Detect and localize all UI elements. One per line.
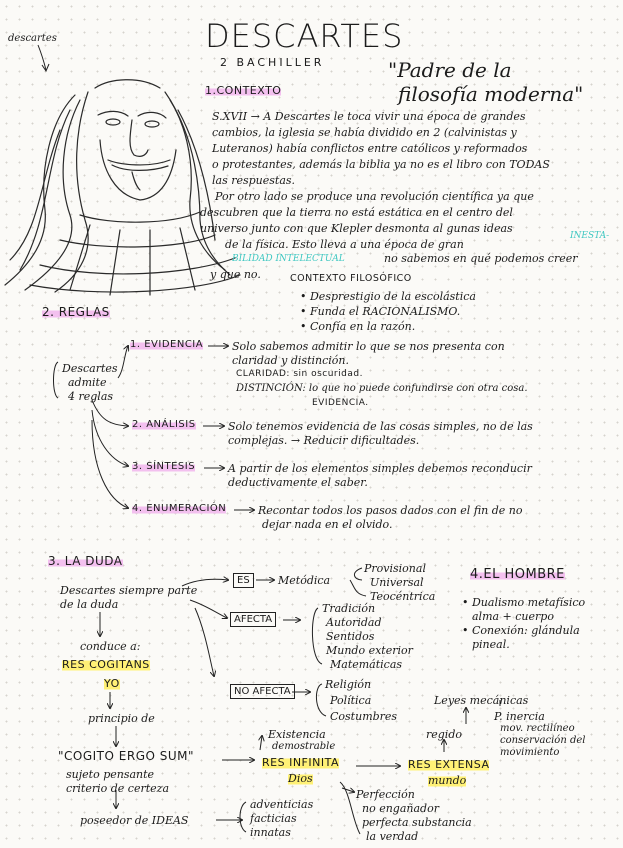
res-cogitans: RES COGITANS (62, 658, 150, 671)
conduce: conduce a: (80, 640, 141, 653)
cogito: "COGITO ERGO SUM" (58, 749, 195, 763)
inestabilidad-2: BILIDAD INTELECTUAL (232, 254, 345, 264)
contexto-line: descubren que la tierra no está estática en el centro del (200, 206, 513, 219)
no-afecta-box: NO AFECTA (230, 684, 295, 699)
metodica: Metódica (278, 574, 331, 587)
dios-item: perfecta substancia (362, 816, 472, 829)
page-title: DESCARTES (205, 17, 404, 55)
dios-item: la verdad (366, 830, 419, 843)
afecta-box: AFECTA (230, 612, 276, 627)
regla-1-line: DISTINCIÓN: lo que no puede confundirse con otra cosa. (236, 383, 528, 394)
sujeto-line: criterio de certeza (66, 782, 170, 795)
regla-1-line: EVIDENCIA. (312, 398, 369, 408)
existencia: demostrable (272, 741, 336, 752)
contexto-heading: 1.CONTEXTO (205, 84, 282, 97)
contexto-line: de la física. Esto lleva a una época de gran (225, 238, 464, 251)
leyes-mecanicas: Leyes mecánicas (434, 694, 529, 707)
afecta-item: Autoridad (326, 616, 382, 629)
afecta-item: Tradición (322, 602, 376, 615)
ctx-item: • Desprestigio de la escolástica (300, 290, 476, 303)
inercia-line: mov. rectilíneo (500, 723, 575, 734)
contexto-line: o protestantes, además la biblia ya no es el libro con TODAS (212, 158, 550, 171)
portrait-label: descartes (8, 33, 57, 44)
page-subtitle: 2 BACHILLER (220, 56, 325, 69)
hombre-item: • Dualismo metafísico (462, 596, 586, 609)
ctx-item: • Funda el RACIONALISMO. (300, 305, 461, 318)
hombre-item: pineal. (472, 638, 510, 651)
regla-1-line: Solo sabemos admitir lo que se nos presenta con (232, 340, 505, 353)
no-afecta-item: Religión (325, 678, 372, 691)
regla-2-line: Solo tenemos evidencia de las cosas simples, no de las (228, 420, 533, 433)
metodica-item: Teocéntrica (370, 590, 436, 603)
inercia-line: movimiento (500, 747, 560, 758)
regla-4-line: dejar nada en el olvido. (262, 518, 393, 531)
idea-item: adventicias (250, 798, 314, 811)
hombre-item: • Conexión: glándula (462, 624, 580, 637)
es-box: ES (233, 573, 254, 588)
quote-line-2: filosofía moderna" (398, 82, 584, 106)
res-extensa: RES EXTENSA (408, 758, 490, 771)
duda-heading: 3. LA DUDA (48, 554, 123, 568)
dios: Dios (288, 772, 313, 785)
metodica-item: Provisional (364, 562, 426, 575)
regla-4-title: 4. ENUMERACIÓN (132, 503, 227, 514)
dios-item: Perfección (356, 788, 415, 801)
contexto-line: las respuestas. (212, 174, 296, 187)
contexto-line: Por otro lado se produce una revolución científica ya que (215, 190, 534, 203)
inestabilidad-1: INESTA- (570, 231, 610, 241)
contexto-line: S.XVII → A Descartes le toca vivir una época de grandes (212, 110, 526, 123)
contexto-filosofico-title: CONTEXTO FILOSÓFICO (290, 273, 412, 284)
duda-start: de la duda (60, 598, 119, 611)
contexto-line: no sabemos en qué podemos creer (384, 252, 578, 265)
contexto-line: universo junto con que Klepler desmonta al gunas ideas (200, 222, 513, 235)
afecta-item: Matemáticas (330, 658, 403, 671)
principio: principio de (88, 712, 155, 725)
regla-4-line: Recontar todos los pasos dados con el fin de no (258, 504, 523, 517)
idea-item: innatas (250, 826, 291, 839)
regla-1-line: claridad y distinción. (232, 354, 349, 367)
regla-2-line: complejas. → Reducir dificultades. (228, 434, 420, 447)
regla-2-title: 2. ANÁLISIS (132, 419, 196, 430)
idea-item: facticias (250, 812, 297, 825)
hombre-item: alma + cuerpo (472, 610, 554, 623)
admite-line: 4 reglas (68, 390, 114, 403)
regla-3-line: deductivamente el saber. (228, 476, 368, 489)
regla-1-title: 1. EVIDENCIA (130, 339, 204, 350)
contexto-line: Luteranos) había conflictos entre católicos y reformados (212, 142, 528, 155)
afecta-item: Mundo exterior (326, 644, 413, 657)
admite-line: Descartes (62, 362, 118, 375)
no-afecta-item: Costumbres (330, 710, 398, 723)
inercia-line: P. inercia (494, 710, 545, 723)
regido: regido (426, 728, 462, 741)
existencia: Existencia (268, 728, 326, 741)
dios-item: no engañador (362, 802, 439, 815)
sujeto-line: sujeto pensante (66, 768, 155, 781)
mundo: mundo (428, 774, 467, 787)
ctx-item: • Confía en la razón. (300, 320, 416, 333)
no-afecta-item: Política (330, 694, 372, 707)
regla-1-line: CLARIDAD: sin oscuridad. (236, 369, 363, 379)
contexto-line: y que no. (210, 268, 261, 281)
contexto-line: cambios, la iglesia se había dividido en 2 (calvinistas y (212, 126, 517, 139)
duda-start: Descartes siempre parte (60, 584, 198, 597)
res-infinita: RES INFINITA (262, 756, 339, 769)
metodica-item: Universal (370, 576, 424, 589)
hombre-heading: 4.EL HOMBRE (470, 567, 565, 582)
reglas-heading: 2. REGLAS (42, 305, 110, 319)
inercia-line: conservación del (500, 735, 586, 746)
regla-3-title: 3. SÍNTESIS (132, 461, 196, 472)
quote-line-1: "Padre de la (388, 58, 512, 82)
afecta-item: Sentidos (326, 630, 375, 643)
yo: YO (104, 677, 120, 690)
poseedor: poseedor de IDEAS (80, 814, 189, 827)
regla-3-line: A partir de los elementos simples debemos reconducir (228, 462, 532, 475)
admite-line: admite (68, 376, 107, 389)
